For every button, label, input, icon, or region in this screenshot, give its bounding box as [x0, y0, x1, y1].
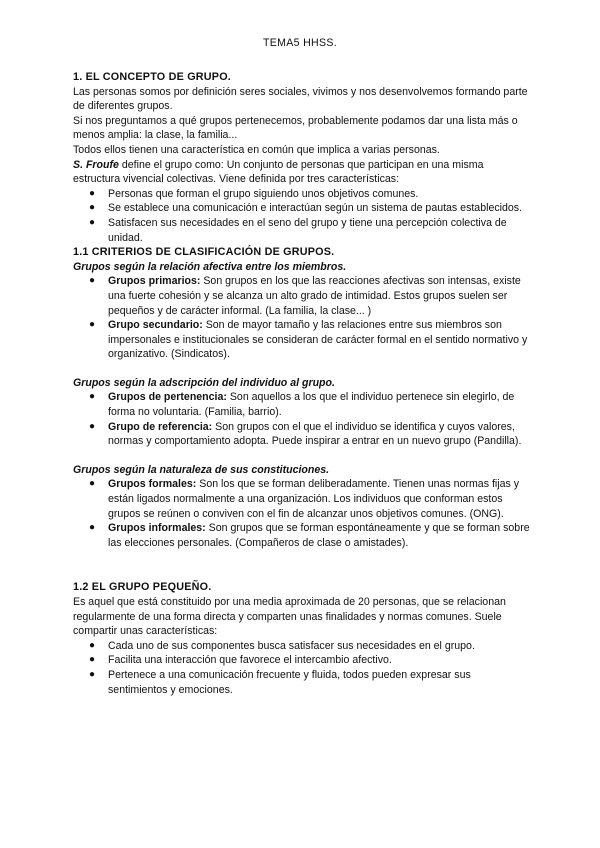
paragraph: S. Froufe define el grupo como: Un conjunto de personas que participan en una misma estructura vivencial colectivas. Viene definida por tres características: [73, 158, 484, 186]
list-item: ● Grupos de pertenencia: Son aquellos a los que el individuo pertenece sin elegirlo, de forma no voluntaria. (Familia, barrio). [89, 391, 515, 419]
paragraph: Si nos preguntamos a qué grupos pertenecemos, probablemente podamos dar una lista más o menos amplia: la clase, la familia... [73, 114, 518, 142]
bullet-list [73, 274, 531, 362]
list-item: ● Facilita una interacción que favorece el intercambio afectivo. [89, 654, 392, 667]
document-body [73, 70, 531, 697]
bullet-list [73, 639, 531, 697]
list-item: ● Grupos primarios: Son grupos en los que las reacciones afectivas son intensas, existe una fuerte cohesión y se alcanza un alto grado de intimidad. Estos grupos suelen ser pequeños y de carácter informal. (La familia, la clase... ) [89, 275, 521, 317]
section-1-1-heading: 1.1 CRITERIOS DE CLASIFICACIÓN DE GRUPOS. [73, 246, 335, 259]
subsection-title: Grupos según la adscripción del individuo al grupo. [73, 376, 335, 389]
section-1-2-heading: 1.2 EL GRUPO PEQUEÑO. [73, 581, 212, 594]
list-item: ● Satisfacen sus necesidades en el seno del grupo y tiene una percepción colectiva de unidad. [89, 216, 507, 244]
paragraph: Todos ellos tienen una característica en común que implica a varias personas. [73, 143, 440, 156]
bullet-list [73, 187, 531, 245]
bullet-list [73, 477, 531, 550]
paragraph: Es aquel que está constituido por una media aproximada de 20 personas, que se relacionan regularmente de una forma directa y comparten unas finalidades y normas comunes. Suele compartir unas características: [73, 596, 506, 638]
list-item: ● Se establece una comunicación e interactúan según un sistema de pautas establecidos. [89, 202, 523, 215]
list-item: ● Personas que forman el grupo siguiendo unos objetivos comunes. [89, 187, 419, 200]
list-item: ● Cada uno de sus componentes busca satisfacer sus necesidades en el grupo. [89, 639, 475, 652]
document-title: TEMA5 HHSS. [263, 37, 337, 49]
list-item: ● Grupo de referencia: Son grupos con el que el individuo se identifica y cuyos valores, normas y comportamiento adopta. Puede inspirar a entrar en un nuevo grupo (Pandilla). [89, 420, 522, 448]
section-1-heading: 1. EL CONCEPTO DE GRUPO. [73, 71, 231, 83]
list-item: ● Grupos formales: Son los que se forman deliberadamente. Tienen unas normas fijas y están ligados normalmente a una organización. Los individuos que conforman estos grupos se reúnen o conviven con el fin de alcanzar unos objetivos comunes. (ONG). [89, 478, 520, 520]
author-name: S. Froufe [73, 158, 119, 171]
list-item: ● Grupos informales: Son grupos que se forman espontáneamente y que se forman sobre las elecciones personales. (Compañeros de clase o amistades). [89, 522, 530, 549]
paragraph: Las personas somos por definición seres sociales, vivimos y nos desenvolvemos formando parte de diferentes grupos. [73, 85, 528, 113]
list-item: ● Pertenece a una comunicación frecuente y fluida, todos pueden expresar sus sentimientos y emociones. [89, 668, 471, 696]
list-item: ● Grupo secundario: Son de mayor tamaño y las relaciones entre sus miembros son impersonales e institucionales se consideran de carácter formal en el sentido normativo y organizativo. (Sindicatos). [89, 319, 528, 361]
bullet-list [73, 390, 531, 448]
subsection-title: Grupos según la relación afectiva entre los miembros. [73, 260, 347, 273]
subsection-title: Grupos según la naturaleza de sus constituciones. [73, 463, 330, 476]
